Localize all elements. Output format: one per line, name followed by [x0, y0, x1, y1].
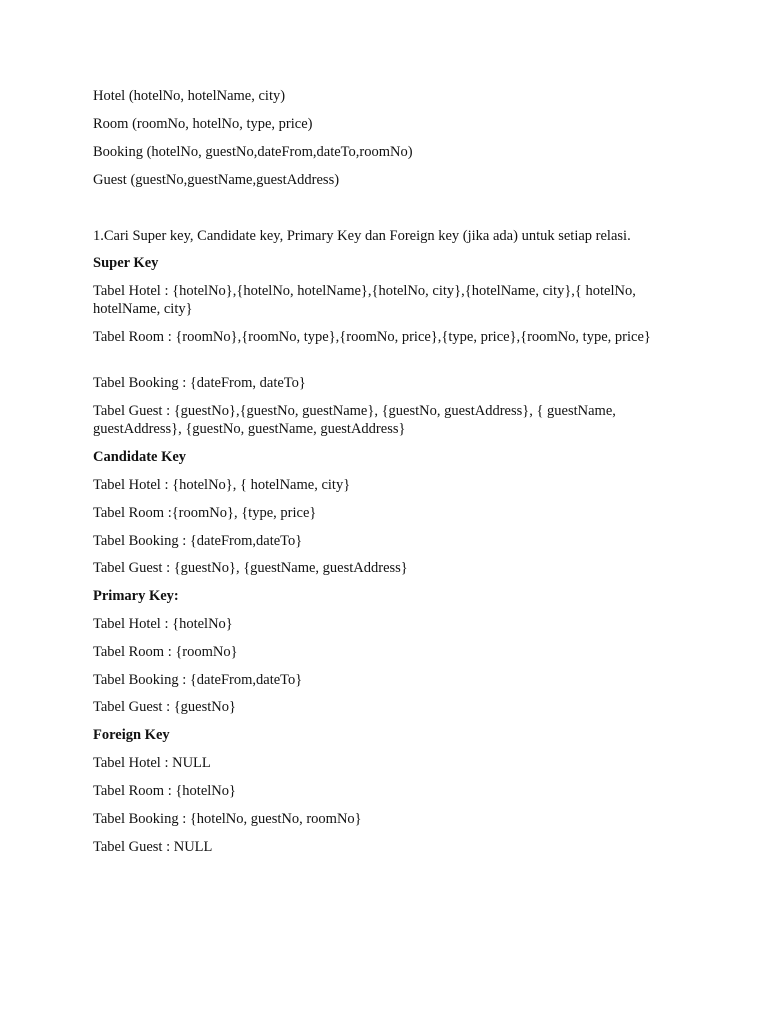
foreign-key-hotel: Tabel Hotel : NULL — [93, 755, 211, 771]
super-key-booking: Tabel Booking : {dateFrom, dateTo} — [93, 375, 306, 391]
foreign-key-booking: Tabel Booking : {hotelNo, guestNo, roomNo} — [93, 811, 362, 827]
relation-hotel: Hotel (hotelNo, hotelName, city) — [93, 88, 286, 104]
relation-booking: Booking (hotelNo, guestNo,dateFrom,dateTo,roomNo) — [93, 144, 413, 160]
candidate-key-room: Tabel Room :{roomNo}, {type, price} — [93, 505, 317, 521]
primary-key-heading: Primary Key: — [93, 588, 179, 604]
primary-key-room: Tabel Room : {roomNo} — [93, 644, 238, 660]
primary-key-booking: Tabel Booking : {dateFrom,dateTo} — [93, 672, 303, 688]
super-key-guest: Tabel Guest : {guestNo},{guestNo, guestName}, {guestNo, guestAddress}, { guestName, guestAddress}, {guestNo, guestName, guestAddress} — [93, 403, 616, 437]
candidate-key-booking: Tabel Booking : {dateFrom,dateTo} — [93, 533, 303, 549]
candidate-key-hotel: Tabel Hotel : {hotelNo}, { hotelName, city} — [93, 477, 351, 493]
foreign-key-heading: Foreign Key — [93, 727, 170, 743]
super-key-hotel: Tabel Hotel : {hotelNo},{hotelNo, hotelName},{hotelNo, city},{hotelName, city},{ hotelNo, hotelName, city} — [93, 283, 636, 317]
relation-room: Room (roomNo, hotelNo, type, price) — [93, 116, 313, 132]
super-key-heading: Super Key — [93, 255, 159, 271]
candidate-key-heading: Candidate Key — [93, 449, 187, 465]
foreign-key-room: Tabel Room : {hotelNo} — [93, 783, 236, 799]
candidate-key-guest: Tabel Guest : {guestNo}, {guestName, guestAddress} — [93, 560, 408, 576]
question-text: 1.Cari Super key, Candidate key, Primary Key dan Foreign key (jika ada) untuk setiap relasi. — [93, 228, 631, 244]
primary-key-guest: Tabel Guest : {guestNo} — [93, 699, 236, 715]
relation-guest: Guest (guestNo,guestName,guestAddress) — [93, 172, 340, 188]
foreign-key-guest: Tabel Guest : NULL — [93, 839, 213, 855]
primary-key-hotel: Tabel Hotel : {hotelNo} — [93, 616, 233, 632]
super-key-room: Tabel Room : {roomNo},{roomNo, type},{roomNo, price},{type, price},{roomNo, type, price} — [93, 329, 651, 345]
